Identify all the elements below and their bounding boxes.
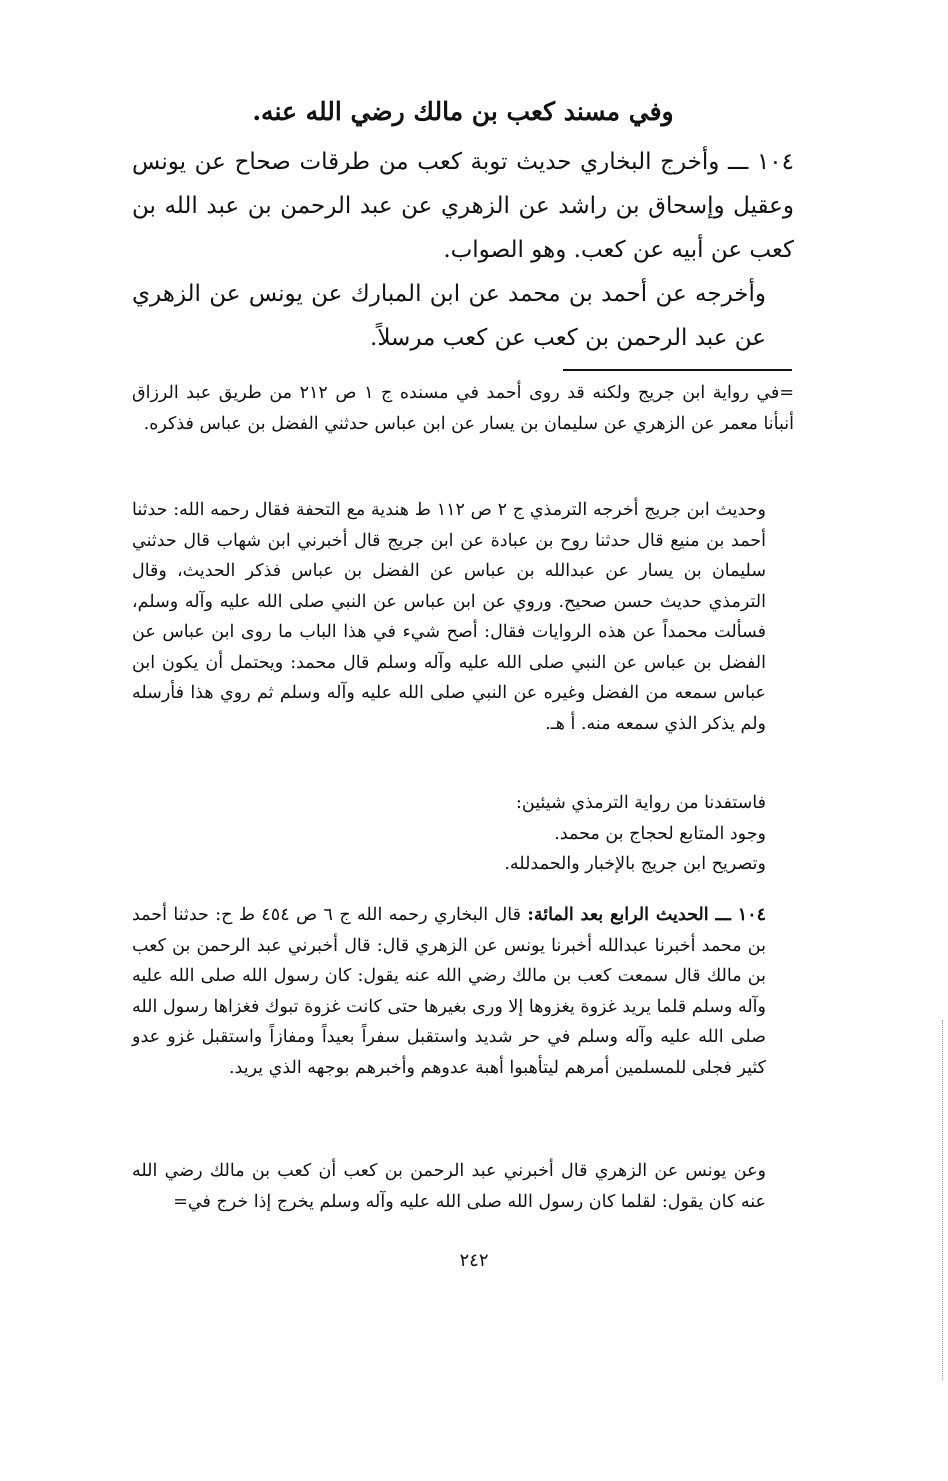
hadith-label: ١٠٤ ـــ الحديث الرابع بعد المائة: (527, 905, 766, 925)
page-number: ٢٤٢ (459, 1250, 489, 1271)
footnote-divider (563, 369, 792, 371)
footnote-block-2 (132, 495, 794, 739)
footnote-paragraph-2: وحديث ابن جريج أخرجه الترمذي ج ٢ ص ١١٢ ط هندية مع التحفة فقال رحمه الله: حدثنا أحمد بن منيع قال حدثنا روح بن عبادة عن ابن جريج قال أخبرني ابن شهاب قال حدثني سليمان بن يسار عن عبدالله بن عباس عن الفضل بن عباس فذكر الحديث، وقال الترمذي حديث حسن صحيح. وروي عن ابن عباس عن النبي صلى الله عليه وآله وسلم، فسألت محمداً عن هذه الروايات فقال: أصح شيء في هذا الباب ما روى ابن عباس عن الفضل بن عباس عن النبي صلى الله عليه وآله وسلم قال محمد: ويحتمل أن يكون ابن عباس سمعه من الفضل وغيره عن النبي صلى الله عليه وآله وسلم ثم روي هذا فأرسله ولم يذكر الذي سمعه منه. أ هـ. (132, 500, 766, 734)
footnote-paragraph-5: وتصريح ابن جريج بالإخبار والحمدلله. (504, 854, 766, 874)
hadith-text: قال البخاري رحمه الله ج ٦ ص ٤٥٤ ط ح: حدثنا أحمد بن محمد أخبرنا عبدالله أخبرنا يونس عن الزهري قال: قال أخبرني عبد الرحمن بن كعب بن مالك قال سمعت كعب بن مالك رضي الله عنه يقول: كان رسول الله صلى الله عليه وآله وسلم قلما يريد غزوة يغزوها إلا ورى بغيرها حتى كانت غزوة تبوك فغزاها رسول الله صلى الله عليه وآله وسلم في حر شديد واستقبل سفراً بعيداً ومفازاً واستقبل غزو عدو كثير فجلى للمسلمين أمرهم ليتأهبوا أهبة عدوهم وأخبرهم بوجهه الذي يريد. (132, 905, 766, 1078)
footnote-block-5 (132, 1156, 794, 1217)
footnote-paragraph-3: فاستفدنا من رواية الترمذي شيئين: (516, 793, 766, 813)
section-heading: وفي مسند كعب بن مالك رضي الله عنه. (252, 97, 674, 126)
footnote-paragraph-6 (132, 900, 794, 1083)
main-paragraph-2: وأخرجه عن أحمد بن محمد عن ابن المبارك عن يونس عن الزهري عن عبد الرحمن بن كعب عن كعب مرسلاً. (132, 281, 766, 351)
footnote-block-4 (132, 900, 794, 1083)
footnote-block-1 (132, 378, 794, 439)
footnote-paragraph-1: =في رواية ابن جريج ولكنه قد روى أحمد في مسنده ج ١ ص ٢١٢ من طريق عبد الرزاق أنبأنا معمر عن الزهري عن سليمان بن يسار عن ابن عباس حدثني الفضل بن عباس فذكره. (132, 383, 794, 434)
page-edge-mark (942, 1020, 943, 1380)
footnote-paragraph-4: وجود المتابع لحجاج بن محمد. (554, 823, 766, 844)
main-paragraph-1: ١٠٤ ـــ وأخرج البخاري حديث توبة كعب من طرقات صحاح عن يونس وعقيل وإسحاق بن راشد عن الزهري عن عبد الرحمن بن عبد الله بن كعب عن أبيه عن كعب. وهو الصواب. (132, 149, 794, 263)
footnote-paragraph-7: وعن يونس عن الزهري قال أخبرني عبد الرحمن بن كعب أن كعب بن مالك رضي الله عنه كان يقول: لقلما كان رسول الله صلى الله عليه وآله وسلم يخرج إذا خرج في= (132, 1161, 766, 1212)
main-text (132, 140, 794, 272)
footnote-block-3 (132, 788, 794, 880)
main-text-2 (132, 272, 794, 360)
